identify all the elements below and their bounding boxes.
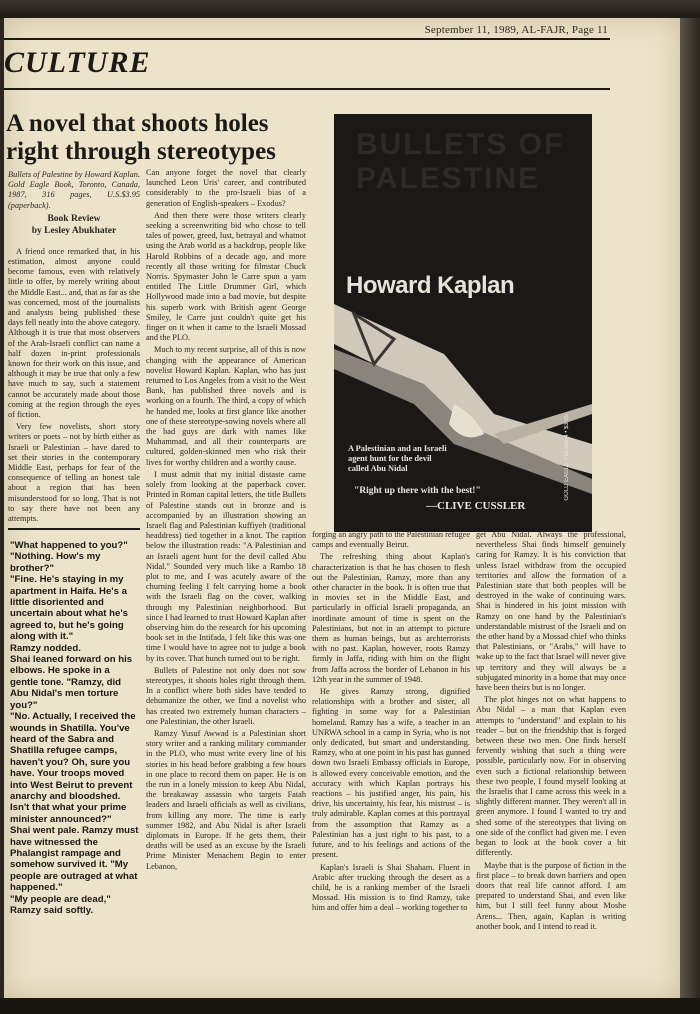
review-heading	[8, 213, 140, 237]
paragraph: The refreshing thing about Kaplan's characterization is that he has chosen to flesh out the Palestinian, Ramzy, more than any other character in the book. It is often true that in movies set in the Middle East, and particularly in official Israeli propaganda, an inordinate amount of time is spent on the Palestinians, but not in an attempt to picture them as human beings, but as archterrorists with no past. Kaplan, however, roots Ramzy firmly in Jaffa, riding with him on the flight from Jaffa across the border of Lebanon in his 12th year in the summer of 1948.	[312, 552, 470, 684]
cover-attribution: —CLIVE CUSSLER	[426, 500, 526, 512]
column-2	[146, 168, 306, 874]
section-rule	[4, 88, 610, 90]
headline: A novel that shoots holes right through stereotypes	[6, 110, 276, 165]
paragraph: Kaplan's Israeli is Shai Shaham. Fluent in Arabic after trucking through the desert as a child, he is a ranking member of the Israeli Mossad. His mission is to find Ramzy, take him and offer him a deal – working together to	[312, 862, 470, 913]
book-info: Bullets of Palestine by Howard Kaplan. Gold Eagle Book, Toronto, Canada, 1987, 316 pages, U.S.$3.95 (paperback).	[8, 170, 140, 210]
paragraph: Ramzy Yusuf Awwad is a Palestinian short story writer and a ranking military commander in the PLO, who must write every line of his stories in his head before grabbing a few hours in one place to record them on paper. He is on the run in a lonely mission to keep Abu Nidal, the breakaway assassin who targets Fatah leaders and Israeli officials as well as civilians, from killing any more. The time is early summer 1982, and Abu Nidal is after Israeli diplomats in Europe. If he gets them, their deaths will be used as an excuse by the Israeli Prime Minister Menachem Begin to enter Lebanon,	[146, 728, 306, 871]
column-4	[476, 530, 626, 934]
paragraph: Much to my recent surprise, all of this is now changing with the appearance of American novelist Howard Kaplan. Kaplan, who has just returned to Los Angeles from a visit to the West Bank, has published three novels and is working on a fourth. The third, a copy of which he handed me, looks at first glance like another one of these stereotype-sowing novels where all the bad guys are dark with names like Muhammad, and all their counterparts are cultured, golden-skinned men who risk their lives for worthy children and a worthy cause.	[146, 345, 306, 467]
pullquote-line: Shai leaned forward on his elbows. He spoke in a gentle tone. "Ramzy, did Abu Nidal's men torture you?"	[10, 654, 133, 711]
pullquote-line: "No. Actually, I received the wounds in Shatilla. You've heard of the Sabra and Shatilla refugee camps, haven't you? Oh, sure you have. Your troops moved into West Beirut to prevent anarchy and bloodshed. Isn't that what your prime minister announced?"	[10, 711, 136, 825]
cover-blurb: A Palestinian and an Israeli agent hunt for the devil called Abu Nidal	[348, 444, 447, 473]
paragraph: He gives Ramzy strong, dignified relationships with a brother and sister, all fighting in some way for a Palestinian homeland. Ramzy has a wife, a teacher in an UNRWA school in a camp in Syria, who is not only dedicated, but smart and understanding. Ramzy, who at one point in his past has gunned down two Israeli Embassy officials in Europe, is allowed every conceivable emotion, and the accuracy with which Kaplan portrays his reactions – his justified anger, his pain, his drive, his uncertainty, his fear, his mistrust – is truly admirable. Kaplan comes at this portrayal from the assumption that Ramzy as a Palestinian has a just right to his past, to a future, and to his feelings and actions of the present.	[312, 687, 471, 860]
paragraph: get Abu Nidal. Always the professional, nevertheless Shai finds himself genuinely caring for Ramzy. It is his conviction that unless Israel withdraw from the occupied territories and allow the formation of a Palestinian state that both peoples will be destroyed in the wake of continuing wars. Shai is hindered in his joint mission with Ramzy on one hand by the Palestinian's understandable mistrust of the Israeli and on the other hand by a Mossad chief who thinks that Palestinians, or "Arabs," will have to wake up to the fact that Israel will never give up territory and they will always be a subjugated minority in a home that may once have been theirs but is no longer.	[476, 530, 627, 693]
column-3	[312, 530, 470, 916]
cover-title-ghost: BULLETS OF PALESTINE	[356, 128, 565, 195]
review-author: by Lesley Abukhater	[31, 225, 117, 236]
pullquote-line: Ramzy nodded.	[10, 642, 81, 654]
header-rule	[4, 38, 610, 40]
pullquote-rule	[8, 528, 140, 530]
dateline: September 11, 1989, AL-FAJR, Page 11	[424, 24, 608, 36]
scan-bottom-edge	[0, 998, 700, 1014]
pullquote-line: "What happened to you?"	[10, 540, 128, 551]
section-title: CULTURE	[4, 46, 151, 79]
book-cover-image	[334, 114, 592, 532]
paragraph: Very few novelists, short story writers or poets – not by birth either as Israeli or Palestinian – have dared to set their stories in the contemporary Middle East, perhaps for fear of the consequence of telling an honest tale about a region that has been misunderstood for so long. That is not to say there have not been any attempts.	[8, 422, 140, 524]
pullquote-line: Shai went pale. Ramzy must have witnessed the Phalangist rampage and somehow survived it. "My people are outraged at what happened."	[10, 825, 139, 894]
newspaper-page	[4, 18, 680, 998]
column-1	[8, 170, 140, 526]
pullquote-line: "Nothing. How's my brother?"	[10, 551, 101, 574]
pullquote	[10, 540, 140, 916]
paragraph: forging an angry path to the Palestinian refugee camps and eventually Beirut.	[312, 530, 470, 550]
paragraph: Maybe that is the purpose of fiction in the first place – to break down barriers and open doors that real life cannot afford. I am prepared to understand Shai, and even like him, but I still feel funny about Moshe Arens... Then, again, Kaplan is writing another book, and I intend to read it.	[476, 860, 626, 931]
paragraph: A friend once remarked that, in his estimation, almost anyone could become famous, even with relatively little to offer, by merely writing about the Middle East... and, that as far as she was concerned, most of the journalists and analysts being published these days fell neatly into the above category. Although it is true that most observers of the Arab-Israeli conflict can name a half dozen in-print professionals known for their work on this issue, and although it may be true that only a few have much to say, such a statement cannot be accurately made about those coming at the region through the eyes of fiction.	[8, 246, 140, 420]
review-label: Book Review	[47, 213, 101, 224]
cover-spine-text: GOLD EAGLE • 62165-4 • $3.95	[564, 414, 570, 501]
paragraph: Can anyone forget the novel that clearly launched Leon Uris' career, and contributed considerably to the pro-Israeli bias of a generation of English-speakers – Exodus?	[146, 168, 306, 208]
paragraph: I must admit that my initial distaste came solely from looking at the paperback cover. Printed in Roman capital letters, the title Bullets of Palestine stands out in bronze and is accompanied by an illustration showing an Israeli flag and Palestinian kuffiyeh (traditional headdress) tied together in a knot. The caption below the illustration reads: "A Palestinian and an Israeli agent hunt for the devil called Abu Nidal." Sounded very much like a Rambo 18 plot to me, and I was acutely aware of the churning feeling I felt carrying home a book with the Israeli flag on the cover, walking through my Palestinian neighborhood. But since I had learned to trust Howard Kaplan after observing him do the research for his upcoming book set in the Intifada, I felt like this was one time I would have to agree not to judge a book by its cover. That hunch turned out to be right.	[146, 469, 306, 663]
pullquote-line: "Fine. He's staying in my apartment in Haifa. He's a little disoriented and uncertain about what he's agreed to, but he's going along with it."	[10, 574, 128, 643]
paragraph: The plot hinges not on what happens to Abu Nidal – a man that Kaplan even attempts to "understand" and explain to his reader – but on the friendship that is forged between these two men. One finds herself fervently wishing that such a thing were possible, particularly now. For in observing even such a fictional relationship between these two people, I found myself looking at the Israelis that I came across this week in a slightly different manner. They weren't all in green anymore. I found I wanted to try and shed some of the stereotypes that living on one side of the conflict had given me. I even began to look at the book cover a bit differently.	[476, 695, 626, 858]
scan-top-edge	[0, 0, 700, 18]
paragraph: Bullets of Palestine not only does not sow stereotypes, it shoots holes right through them. In a conflict where both sides have tended to dehumanize the other, we find a novelist who has created two extremely human characters – one Palestinian, the other Israeli.	[146, 665, 306, 726]
cover-author: Howard Kaplan	[346, 272, 515, 299]
pullquote-line: "My people are dead," Ramzy said softly.	[10, 893, 111, 916]
cover-quote: "Right up there with the best!"	[354, 486, 481, 496]
paragraph: And then there were those writers clearly seeking a screenwriting bid who chose to tell tales of power, greed, lust, betrayal and whatnot using the Arab world as a backdrop, people like Harold Robbins of a decade ago, and more recently all those writing for filmstar Chuck Norris. Spymaster John le Carre spun a yarn entitled The Little Drummer Girl, which Hollywood made into a bad movie, but despite his superb work with British agent George Smiley, le Carre just couldn't quite get his finger on it when it came to the Israeli Mossad and the PLO.	[146, 210, 306, 343]
scan-right-edge	[680, 18, 700, 1014]
